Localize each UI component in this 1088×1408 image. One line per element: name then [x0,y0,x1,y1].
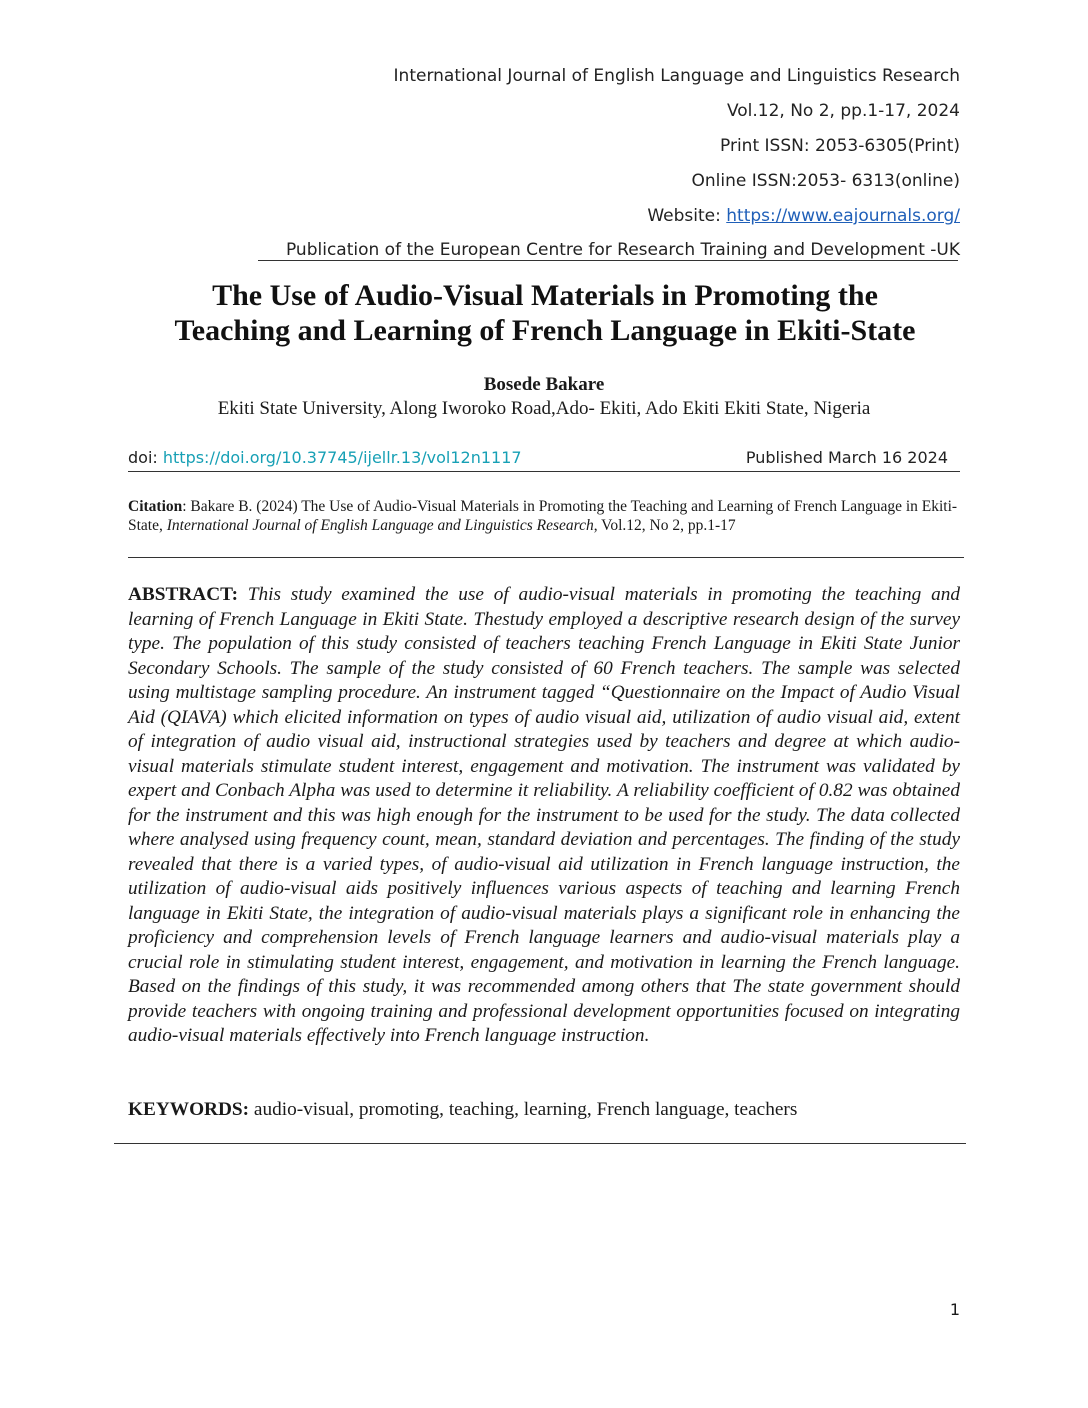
title-line-2: Teaching and Learning of French Language in Ekiti-State [174,314,916,347]
article-title [100,278,990,348]
title-line-1: The Use of Audio-Visual Materials in Promoting the [212,279,878,312]
author-affiliation: Ekiti State University, Along Iworoko Road,Ado- Ekiti, Ado Ekiti Ekiti State, Nigeria [217,398,871,419]
abstract-text: This study examined the use of audio-visual materials in promoting the teaching and learning of French Language in Ekiti State. Thestudy employed a descriptive research design of the survey type. The population of this study consisted of teachers teaching French Language in Ekiti State Junior Secondary Schools. The sample of the study consisted of 60 French teachers. The sample was selected using multistage sampling procedure. An instrument tagged “Questionnaire on the Impact of Audio Visual Aid (QIAVA) which elicited information on types of audio visual aid, utilization of audio visual aid, extent of integration of audio visual aid, instructional strategies used by teachers and degree at which audio-visual materials stimulate student interest, engagement and motivation. The instrument was validated by expert and Conbach Alpha was used to determine it reliability. A reliability coefficient of 0.82 was obtained for the instrument and this was high enough for the instrument to be used for the study. The data collected where analysed using frequency count, mean, standard deviation and percentages. The finding of the study revealed that there is a varied types, of audio-visual aid utilization in French language instruction, the utilization of audio-visual aids positively influences various aspects of teaching and learning French language in Ekiti State, the integration of audio-visual materials plays a significant role in enhancing the proficiency and comprehension levels of French language learners and audio-visual materials play a crucial role in stimulating student interest, engagement, and motivation in learning the French language. Based on the findings of this study, it was recommended among others that The state government should provide teachers with ongoing training and professional development opportunities focused on integrating audio-visual materials effectively into French language instruction. [128,584,960,1046]
citation-block [128,497,960,535]
abstract-block [128,583,960,1049]
keywords-divider [114,1143,966,1144]
keywords-block [128,1098,960,1122]
citation-label: Citation [128,498,183,515]
website-label: Website: [647,206,727,226]
keywords-label: KEYWORDS: [128,1099,250,1120]
doi-divider [128,471,960,472]
journal-name: International Journal of English Language and Linguistics Research [393,66,960,86]
header-divider [258,260,958,261]
citation-text-a: : Bakare B. (2024) The Use of Audio-Visual Materials in Promoting the Teaching and Learning of French Language in Ekiti-State, [128,498,958,534]
website-line [647,206,960,226]
keywords-text: audio-visual, promoting, teaching, learning, French language, teachers [249,1099,798,1120]
website-link[interactable]: https://www.eajournals.org/ [726,206,960,226]
doi-row [128,448,958,467]
author-name: Bosede Bakare [483,374,605,395]
page-number: 1 [949,1300,960,1319]
volume-info: Vol.12, No 2, pp.1-17, 2024 [726,101,960,121]
citation-divider [128,557,964,558]
abstract-label: ABSTRACT: [128,584,238,605]
citation-text-b: , Vol.12, No 2, pp.1-17 [593,517,736,534]
online-issn: Online ISSN:2053- 6313(online) [691,171,960,191]
doi-label: doi: [128,448,163,467]
print-issn: Print ISSN: 2053-6305(Print) [720,136,960,156]
published-date: Published March 16 2024 [745,448,948,467]
publisher-line: Publication of the European Centre for Research Training and Development -UK [285,240,960,260]
doi-link[interactable]: https://doi.org/10.37745/ijellr.13/vol12n1117 [162,448,522,467]
citation-journal: International Journal of English Language and Linguistics Research [166,517,594,534]
